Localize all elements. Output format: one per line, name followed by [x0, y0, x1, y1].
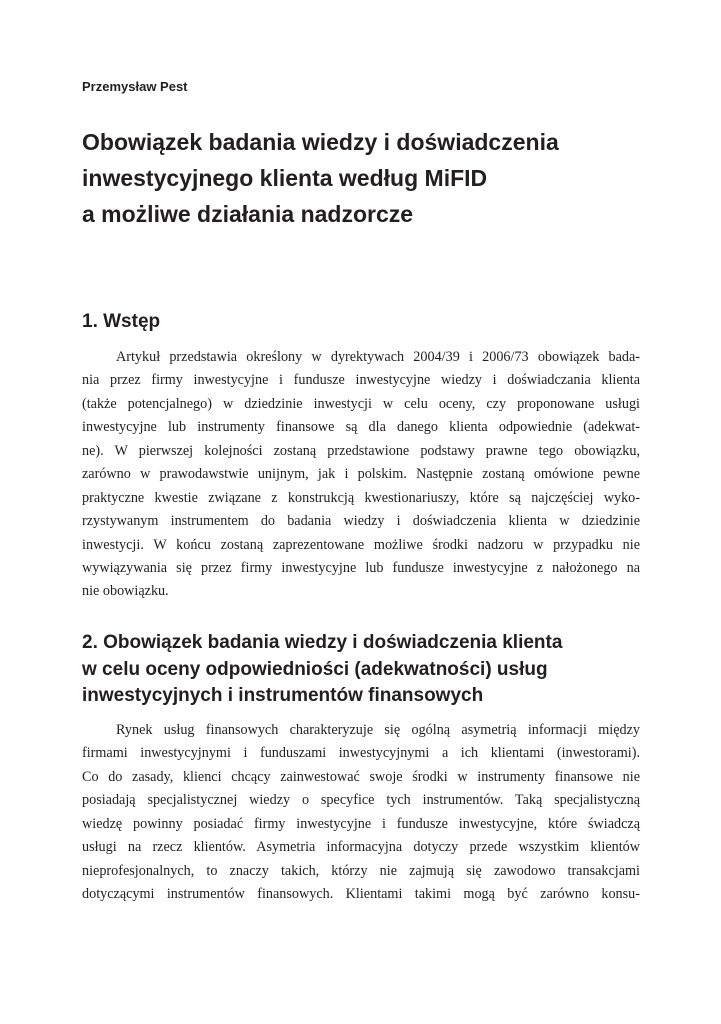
text-line: dotyczącymi instrumentów finansowych. Klientami takimi mogą być zarówno konsu-	[82, 886, 640, 903]
article-title	[82, 124, 559, 232]
section-paragraph-introduction	[82, 346, 640, 604]
heading-line: 1. Wstęp	[82, 311, 161, 332]
author-name: Przemysław Pest	[82, 79, 188, 94]
section-paragraph-obligation	[82, 719, 640, 907]
text-line: posiadają specjalistycznej wiedzy o specyfice tych instrumentów. Taką specjalistyczną	[82, 792, 640, 809]
text-line: nieprofesjonalnych, to znaczy takich, którzy nie zajmują się zawodowo transakcjami	[82, 862, 640, 879]
text-line: Rynek usług finansowych charakteryzuje się ogólną asymetrią informacji między	[116, 722, 640, 738]
text-line: zarówno w prawodawstwie unijnym, jak i polskim. Następnie zostaną omówione pewne	[82, 466, 640, 483]
text-line: usługi na rzecz klientów. Asymetria informacyjna dotyczy przede wszystkim klientów	[82, 839, 640, 856]
text-line: (także potencjalnego) w dziedzinie inwestycji w celu oceny, czy proponowane usługi	[82, 395, 640, 412]
text-line: rzystywanym instrumentem do badania wiedzy i doświadczenia klienta w dziedzinie	[82, 513, 640, 530]
title-line: Obowiązek badania wiedzy i doświadczenia	[82, 129, 559, 155]
text-line: ne). W pierwszej kolejności zostaną przedstawione podstawy prawne tego obowiązku,	[82, 442, 640, 459]
section-heading-obligation	[82, 630, 562, 710]
text-line: praktyczne kwestie związane z konstrukcją kwestionariuszy, które są najczęściej wyko-	[82, 489, 640, 506]
text-line: wiedzę powinny posiadać firmy inwestycyjne i fundusze inwestycyjne, które świadczą	[82, 815, 640, 832]
text-line: nie obowiązku.	[82, 583, 169, 600]
text-line: inwestycyjne lub instrumenty finansowe są dla danego klienta odpowiednie (adekwat-	[82, 419, 640, 436]
text-line: nia przez firmy inwestycyjne i fundusze inwestycyjne wiedzy i doświadczania klienta	[82, 372, 640, 389]
heading-line: 2. Obowiązek badania wiedzy i doświadczenia klienta	[82, 632, 563, 653]
text-line: inwestycji. W końcu zostaną zaprezentowane możliwe środki nadzoru w przypadku nie	[82, 536, 640, 553]
text-line: Artykuł przedstawia określony w dyrektywach 2004/39 i 2006/73 obowiązek bada-	[116, 349, 640, 365]
title-line: inwestycyjnego klienta według MiFID	[82, 165, 488, 191]
text-line: wywiązywania się przez firmy inwestycyjne lub fundusze inwestycyjne z nałożonego na	[82, 559, 640, 576]
title-line: a możliwe działania nadzorcze	[82, 201, 414, 227]
heading-line: w celu oceny odpowiedniości (adekwatności) usług	[82, 658, 548, 680]
text-line: firmami inwestycyjnymi i funduszami inwestycyjnymi a ich klientami (inwestorami).	[82, 745, 640, 762]
heading-line: inwestycyjnych i instrumentów finansowych	[82, 685, 484, 706]
text-line: Co do zasady, klienci chcący zainwestować swoje środki w instrumenty finansowe nie	[82, 768, 640, 785]
section-heading-introduction	[82, 309, 160, 336]
